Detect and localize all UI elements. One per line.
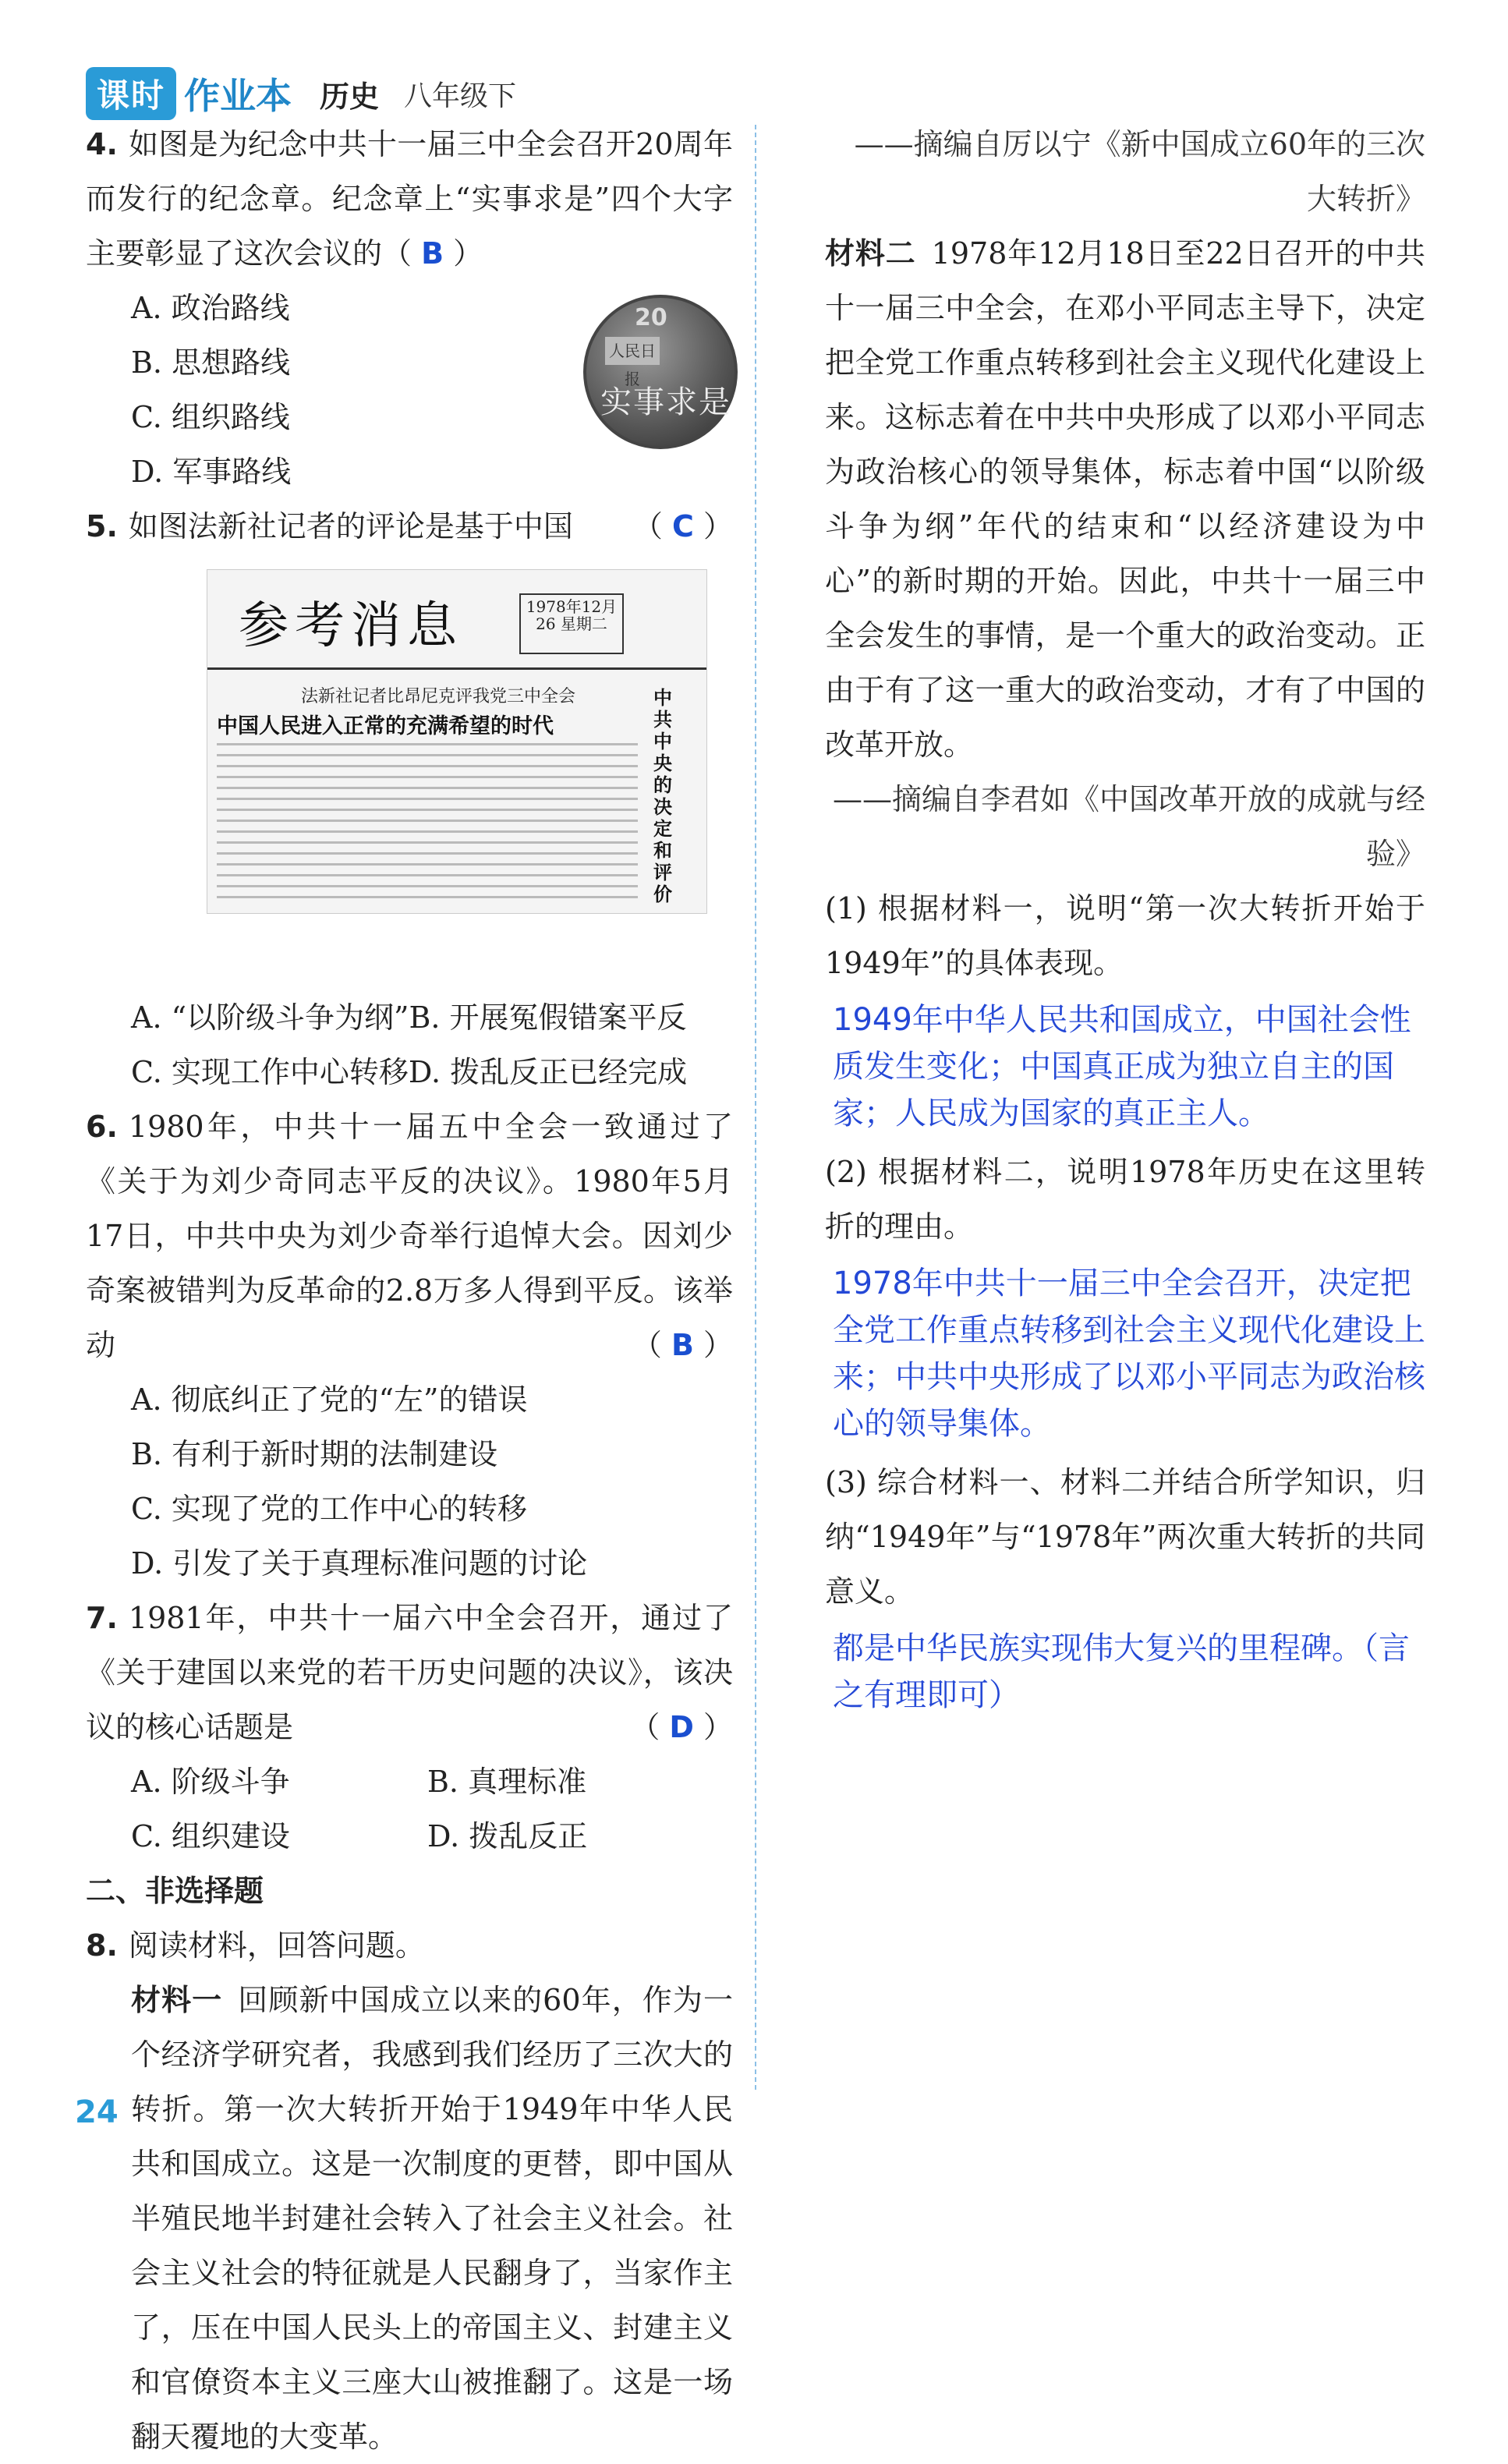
page-number: 24 bbox=[75, 2094, 119, 2130]
left-column bbox=[86, 117, 733, 2464]
sub-question-1: (1) 根据材料一，说明“第一次大转折开始于1949年”的具体表现。 bbox=[825, 891, 1425, 980]
material-1-label: 材料一 bbox=[131, 1983, 223, 2017]
newspaper-image bbox=[207, 569, 707, 914]
answer-paren: （ B ） bbox=[382, 236, 483, 271]
option-d: D. 拨乱反正已经完成 bbox=[408, 1055, 688, 1089]
material-2-source: ——摘编自李君如《中国改革开放的成就与经验》 bbox=[832, 782, 1425, 871]
book-title: 作业本 bbox=[184, 75, 292, 117]
answer-paren: （ B ） bbox=[632, 1328, 733, 1362]
newspaper-headline: 中国人民进入正常的充满希望的时代 bbox=[217, 714, 554, 738]
question-text: 如图是为纪念中共十一届三中全会召开20周年而发行的纪念章。纪念章上“实事求是”四个大字主要彰显了这次会议的 bbox=[86, 127, 733, 271]
logo: 课时 bbox=[86, 67, 176, 120]
question-number: 6. bbox=[86, 1110, 118, 1144]
newspaper-body-text bbox=[217, 743, 638, 907]
handwritten-answer-1: 1949年中华人民共和国成立，中国社会性质发生变化；中国真正成为独立自主的国家；人民成为国家的真正主人。 bbox=[833, 1002, 1411, 1131]
question-text: 阅读材料，回答问题。 bbox=[128, 1928, 425, 1963]
answer: C bbox=[672, 509, 694, 543]
option-c: C. 实现工作中心转移 bbox=[131, 1055, 409, 1089]
newspaper-rule bbox=[207, 667, 706, 670]
subject: 历史 bbox=[320, 79, 380, 114]
question-6 bbox=[86, 1099, 733, 1591]
header bbox=[86, 66, 516, 121]
option-a: A. 政治路线 bbox=[131, 291, 290, 325]
option-c: C. 实现了党的工作中心的转移 bbox=[131, 1492, 527, 1526]
newspaper-masthead: 参考消息 bbox=[239, 597, 463, 655]
material-1-source: ——摘编自厉以宁《新中国成立60年的三次大转折》 bbox=[854, 127, 1425, 216]
answer-paren: （ D ） bbox=[630, 1710, 733, 1744]
sub-question-3: (3) 综合材料一、材料二并结合所学知识，归纳“1949年”与“1978年”两次重大转折的共同意义。 bbox=[825, 1465, 1425, 1609]
material-2-text: 1978年12月18日至22日召开的中共十一届三中全会，在邓小平同志主导下，决定把全党工作重点转移到社会主义现代化建设上来。这标志着在中共中央形成了以邓小平同志为政治核心的领导集体，标志着中国“以阶级斗争为纲”年代的结束和“以经济建设为中心”的新时期的开始。因此，中共十一届三中全会发生的事情，是一个重大的政治变动。正由于有了这一重大的政治变动，才有了中国的改革开放。 bbox=[825, 236, 1425, 762]
option-d: D. 拨乱反正 bbox=[427, 1819, 588, 1853]
question-text: 1981年，中共十一届六中全会召开，通过了《关于建国以来党的若干历史问题的决议》，该决议的核心话题是 bbox=[86, 1601, 733, 1744]
commemorative-medal-image bbox=[583, 295, 738, 449]
newspaper-subhead: 法新社记者比昂尼克评我党三中全会 bbox=[301, 687, 576, 706]
medal-label: 人民日报 bbox=[605, 337, 660, 365]
material-1-start bbox=[86, 1973, 733, 2464]
option-row-cd bbox=[86, 1809, 733, 1864]
option-a: A. 阶级斗争 bbox=[131, 1765, 290, 1799]
question-number: 7. bbox=[86, 1601, 118, 1635]
option-row-ab bbox=[86, 990, 733, 1045]
right-column bbox=[825, 117, 1425, 1726]
question-number: 8. bbox=[86, 1928, 118, 1963]
handwritten-answer-3: 都是中华民族实现伟大复兴的里程碑。（言之有理即可） bbox=[833, 1630, 1410, 1713]
question-number: 5. bbox=[86, 509, 118, 543]
question-text: 如图法新社记者的评论是基于中国 bbox=[128, 509, 573, 543]
option-row-cd bbox=[86, 1045, 733, 1099]
option-b: B. 思想路线 bbox=[131, 345, 291, 380]
answer: B bbox=[671, 1328, 694, 1362]
option-c: C. 组织路线 bbox=[131, 400, 290, 434]
medal-words: 实事求是 bbox=[600, 384, 731, 420]
option-c: C. 组织建设 bbox=[131, 1819, 290, 1853]
option-d: D. 军事路线 bbox=[131, 455, 292, 489]
question-text: 1980年，中共十一届五中全会一致通过了《关于为刘少奇同志平反的决议》。1980年5月17日，中共中央为刘少奇举行追悼大会。因刘少奇案被错判为反革命的2.8万多人得到平反。该举动 bbox=[86, 1110, 733, 1362]
option-b: B. 有利于新时期的法制建设 bbox=[131, 1437, 498, 1471]
section-heading: 二、非选择题 bbox=[86, 1874, 264, 1908]
option-a: A. “以阶级斗争为纲” bbox=[131, 1000, 409, 1035]
answer-paren: （ C ） bbox=[632, 509, 733, 543]
option-b: B. 真理标准 bbox=[427, 1765, 587, 1799]
sub-question-2: (2) 根据材料二，说明1978年历史在这里转折的理由。 bbox=[825, 1155, 1425, 1244]
grade: 八年级下 bbox=[404, 80, 517, 112]
handwritten-answer-2: 1978年中共十一届三中全会召开，决定把全党工作重点转移到社会主义现代化建设上来；中共中央形成了以邓小平同志为政治核心的领导集体。 bbox=[833, 1266, 1425, 1442]
newspaper-date: 1978年12月 26 星期二 bbox=[519, 593, 624, 654]
material-2-label: 材料二 bbox=[825, 236, 916, 271]
option-b: B. 开展冤假错案平反 bbox=[409, 1000, 687, 1035]
material-1-text: 回顾新中国成立以来的60年，作为一个经济学研究者，我感到我们经历了三次大的转折。第一次大转折开始于1949年中华人民共和国成立。这是一次制度的更替，即中国从半殖民地半封建社会转入了社会主义社会。社会主义社会的特征就是人民翻身了，当家作主了，压在中国人民头上的帝国主义、封建主义和官僚资本主义三座大山被推翻了。这是一场翻天覆地的大变革。 bbox=[131, 1983, 733, 2454]
option-d: D. 引发了关于真理标准问题的讨论 bbox=[131, 1546, 588, 1581]
medal-number: 20 bbox=[635, 304, 667, 331]
question-number: 4. bbox=[86, 127, 118, 161]
newspaper-side-title: 中共中央的决定和评价 bbox=[653, 687, 672, 905]
option-a: A. 彻底纠正了党的“左”的错误 bbox=[131, 1382, 528, 1417]
column-divider bbox=[755, 125, 756, 2090]
answer: D bbox=[669, 1710, 694, 1744]
question-7 bbox=[86, 1591, 733, 1864]
answer: B bbox=[421, 236, 444, 271]
option-row-ab bbox=[86, 1754, 733, 1809]
